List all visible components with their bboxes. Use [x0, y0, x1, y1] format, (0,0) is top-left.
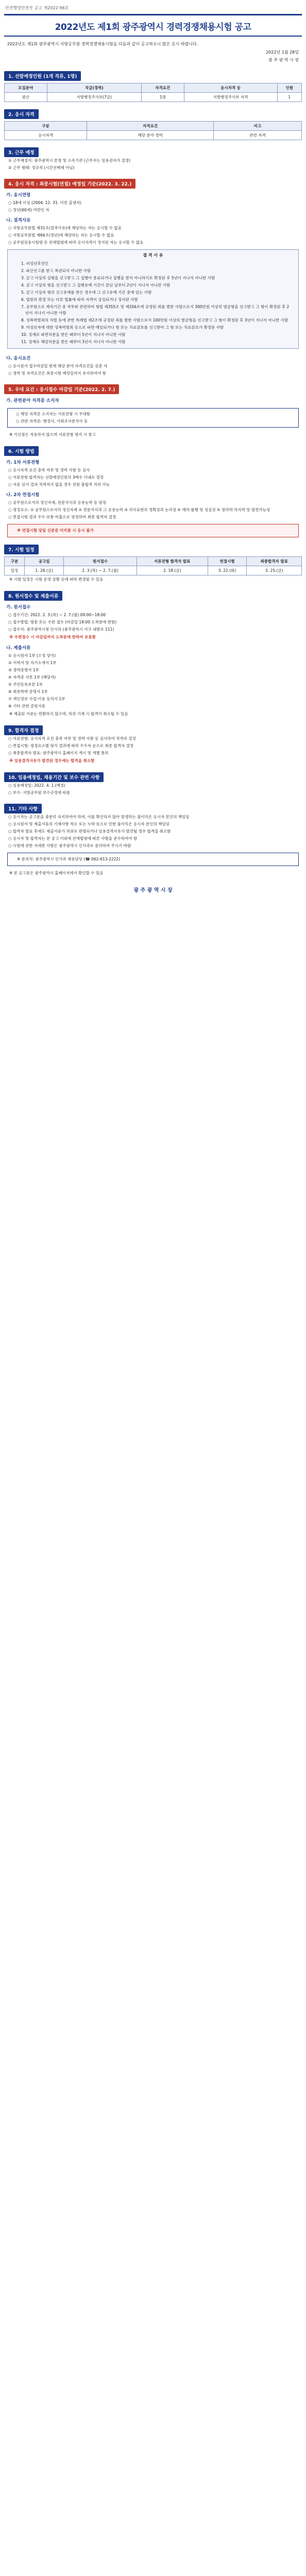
list-item: ○ 접수기간: 2022. 2. 3.(목) ~ 2. 7.(월) 09:00~18:00 [8, 613, 106, 617]
list-item: ○ 서류전형: 응시자격 요건 충족 여부 및 경력 사항 등 심사하여 적격자 결정 [8, 736, 136, 741]
list-item: ① 근무예정지: 광주광역시 본청 및 소속기관 (근무지는 임용권자가 결정) [8, 158, 131, 163]
list-item: ○ 접수처: 광주광역시청 인사과 (광주광역시 서구 내방로 111) [8, 627, 114, 632]
table-cell: 지방행정주사보(7급) [47, 93, 142, 102]
contact-box [7, 853, 299, 866]
section-title: 3. 근무 예정 [4, 147, 39, 157]
list-item: ○ 공무원임용시험령 등 관계법령에 따라 응시자격이 정지된 자는 응시할 수 없음 [8, 240, 144, 245]
list-item: ○ 응시자 및 합격자는 본 공고 이외에 관계법령에 따른 사항을 준수하여야 함 [8, 836, 138, 841]
list-item: ○ 시험에 관한 자세한 사항은 광주광역시 인사과로 문의하여 주시기 바람 [8, 843, 131, 848]
quota-table [4, 83, 302, 102]
list-item: 7. 공무원으로 재직기간 중 직무와 관련하여 형법 제355조 및 제356조에 규정된 죄를 범한 사람으로서 300만원 이상의 벌금형을 선고받고 그 형이 확정된 후 2년이 지나지 아니한 사람 [21, 304, 290, 315]
sub-title: 나. 제출서류 [6, 646, 31, 651]
list-item: ○ 해당 자격증 소지자는 서류전형 시 우대함 [16, 412, 91, 416]
list-item: 4. 금고 이상의 형을 선고받고 그 집행유예 기간이 끝난 날부터 2년이 지나지 아니한 사람 [21, 283, 171, 287]
list-item: ○ 공무원으로서의 정신자세, 전문지식과 응용능력 등 평정 [8, 500, 106, 505]
section-title: 11. 기타 사항 [4, 804, 42, 814]
section-title: 8. 원서접수 및 제출서류 [4, 591, 62, 601]
list-item: ④ 자격증 사본 1부 (해당자) [8, 675, 56, 680]
sub-title: 가. 응시연령 [6, 193, 31, 198]
list-item: ○ 지방공무원법 제66조(정년)에 해당하는 자는 응시할 수 없음 [8, 233, 114, 238]
section-title: 6. 시험 방법 [4, 446, 39, 456]
schedule-table [4, 556, 302, 575]
list-item: ○ 접수방법: 방문 또는 우편 접수 (마감일 18:00 도착분에 한함) [8, 620, 117, 624]
list-item: ○ 면접시험 결과 우수·보통·미흡으로 평정하여 최종 합격자 결정 [8, 515, 116, 519]
title-wrap [4, 14, 302, 37]
section-exam-method [4, 445, 302, 537]
section-application [4, 590, 302, 718]
list-item: ⑤ 주민등록초본 1부 [8, 682, 43, 687]
note-text: ※ 제출된 서류는 반환하지 않으며, 허위 기재 시 합격이 취소될 수 있음 [9, 711, 128, 716]
section-preference [4, 383, 302, 439]
list-item: 11. 징계로 해임처분을 받은 때부터 3년이 지나지 아니한 사람 [21, 340, 126, 344]
intro-text: 2022년도 제1회 광주광역시 지방공무원 경력경쟁채용시험을 다음과 같이 공고하오니 많은 응시 바랍니다. [7, 42, 198, 46]
list-item: ○ 응시원서 및 제출서류의 기재사항 착오 또는 누락 등으로 인한 불이익은 응시자 본인의 책임임 [8, 822, 169, 826]
table-row [5, 93, 302, 102]
list-item: 5. 금고 이상의 형의 선고유예를 받은 경우에 그 선고유예 기간 중에 있는 사람 [21, 290, 152, 295]
table-cell: 응시자격 [5, 131, 87, 140]
note-text: ※ 시험 일정은 시험 운영 상황 등에 따라 변경될 수 있음 [9, 577, 104, 582]
table-cell: 2. 18.(금) [137, 566, 208, 575]
table-header: 구분 [5, 557, 25, 566]
table-header: 구분 [5, 122, 87, 131]
sub-title: 다. 응시요건 [6, 356, 31, 361]
list-item: ② 근무 형태: 정규직 (시간선택제 아님) [8, 165, 75, 170]
notice-page [4, 0, 302, 904]
list-item: 3. 금고 이상의 실형을 선고받고 그 집행이 종료되거나 집행을 받지 아니하기로 확정된 후 5년이 지나지 아니한 사람 [21, 276, 215, 280]
warning-text: ※ 면접시험 당일 신분증 미지참 시 응시 불가 [17, 528, 94, 533]
notice-date: 2022년 1월 28일 [266, 50, 299, 55]
list-item: ○ 응시자격 요건 충족 여부 및 경력 사항 등 심사 [8, 468, 90, 472]
sub-title: 가. 원서접수 [6, 605, 31, 610]
list-item: ○ 임용예정일: 2022. 4. 1.(예정) [8, 783, 65, 788]
list-item: 9. 미성년자에 대한 성폭력범죄 등으로 파면·해임되거나 형 또는 치료감호를 선고받아 그 형 또는 치료감호가 확정된 사람 [21, 325, 224, 330]
section-title: 9. 합격자 결정 [4, 725, 43, 735]
qualification-table [4, 121, 302, 140]
list-item: ○ 서류전형 합격자는 선발예정인원의 3배수 이내로 결정 [8, 475, 104, 480]
table-cell: 3. 25.(금) [247, 566, 302, 575]
warning-box [7, 524, 299, 537]
table-header: 면접시험 [208, 557, 247, 566]
table-cell: 1. 28.(금) [25, 566, 64, 575]
table-header: 최종합격자 발표 [247, 557, 302, 566]
section-appointment [4, 771, 302, 796]
list-item: ○ 면접시험: 평정요소별 평가 결과에 따라 우수자 순으로 최종 합격자 결정 [8, 743, 134, 748]
list-item: ⑦ 개인정보 수집·이용 동의서 1부 [8, 697, 65, 701]
section-qualification [4, 108, 302, 140]
list-item: ③ 경력증명서 1부 [8, 668, 39, 672]
list-item: 1. 피성년후견인 [21, 261, 49, 266]
section-title: 1. 선발예정인원 (1개 직류, 1명) [4, 71, 81, 81]
table-cell: 관련 자격 [214, 131, 302, 140]
table-cell: 2. 3.(목) ~ 2. 7.(월) [64, 566, 137, 575]
list-item: ○ 경력 및 자격요건은 최종시험 예정일까지 유지하여야 함 [8, 371, 106, 376]
footer-signature: 광 주 광 역 시 장 [133, 888, 173, 893]
note-text: ※ 가산점은 적용하지 않으며 서류전형 평가 시 참고 [9, 432, 96, 437]
box-title: 결 격 사 유 [143, 253, 163, 258]
sub-title: 나. 결격사유 [6, 218, 31, 223]
disqualification-box [7, 249, 299, 349]
list-item: ○ 관련 자격증: 행정사, 사회조사분석사 등 [16, 419, 88, 423]
table-row [5, 131, 302, 140]
warning-text: ※ 우편접수 시 마감일까지 도착분에 한하여 유효함 [9, 635, 96, 639]
table-header: 자격요건 [87, 122, 214, 131]
sub-title: 가. 1차 서류전형 [6, 460, 40, 465]
page-title: 2022년도 제1회 광주광역시 경력경쟁채용시험 공고 [55, 22, 251, 32]
section-pass-decision [4, 724, 302, 765]
list-item: ○ 보수: 지방공무원 보수규정에 따름 [8, 790, 71, 795]
contact-text: ※ 문의처: 광주광역시 인사과 채용담당 (☎ 062-613-2222) [17, 857, 121, 861]
section-title: 10. 임용예정일, 채용기간 및 보수 관련 사항 [4, 772, 104, 782]
table-header: 원서접수 [64, 557, 137, 566]
list-item: ⑥ 최종학력 증명서 1부 [8, 689, 48, 694]
section-schedule [4, 544, 302, 584]
table-cell: 지방행정주사보 자격 [184, 93, 277, 102]
list-item: ○ 평정요소: ① 공무원으로서의 정신자세 ② 전문지식과 그 응용능력 ③ 의사표현의 정확성과 논리성 ④ 예의·품행 및 성실성 ⑤ 창의력·의지력 및 발전가능성 [8, 507, 270, 512]
list-item: 8. 성폭력범죄의 처벌 등에 관한 특례법 제2조에 규정된 죄를 범한 사람으로서 100만원 이상의 벌금형을 선고받고 그 형이 확정된 후 3년이 지나지 아니한 사람 [21, 318, 288, 323]
list-item: ② 이력서 및 자기소개서 1부 [8, 660, 57, 665]
table-header: 인원 [277, 83, 301, 93]
table-cell: 해당 분야 경력 [87, 131, 214, 140]
warning-text: ※ 임용결격사유가 발견된 경우에는 합격을 취소함 [9, 758, 95, 763]
table-header: 공고일 [25, 557, 64, 566]
sub-title: 나. 2차 면접시험 [6, 493, 40, 498]
section-etc [4, 803, 302, 877]
list-item: ○ 지방공무원법 제31조(결격사유)에 해당하는 자는 응시할 수 없음 [8, 226, 122, 230]
table-cell: 일정 [5, 566, 25, 575]
list-item: ⑧ 기타 관련 증빙서류 [8, 704, 45, 708]
list-item: ○ 최종합격자 발표: 광주광역시 홈페이지 게시 및 개별 통보 [8, 751, 109, 755]
table-cell: 1명 [142, 93, 184, 102]
section-title: 2. 응시 자격 [4, 109, 39, 119]
table-header: 자격요건 [142, 83, 184, 93]
notice-signature: 광 주 광 역 시 장 [268, 58, 299, 62]
section-quota [4, 70, 302, 102]
list-item: ○ 응시원서 접수마감일 현재 해당 분야 자격요건을 갖춘 자 [8, 364, 108, 368]
section-title: 5. 우대 요건 : 응시접수 마감일 기준(2022. 2. 7.) [4, 384, 119, 394]
list-item: ○ 정년(60세) 미만인 자 [8, 208, 49, 212]
table-cell: 1 [277, 93, 301, 102]
section-eligibility [4, 178, 302, 377]
note-text: ※ 본 공고문은 광주광역시 홈페이지에서 확인할 수 있음 [9, 871, 104, 875]
list-item: ○ 18세 이상 (2004. 12. 31. 이전 출생자) [8, 200, 81, 205]
table-header: 서류전형 합격자 발표 [137, 557, 208, 566]
list-item: ○ 서류 심사 결과 적격자가 없을 경우 전원 불합격 처리 가능 [8, 482, 110, 487]
table-header: 직급(경력) [47, 83, 142, 93]
list-item: ○ 응시자는 공고문을 충분히 숙지하여야 하며, 이를 확인하지 않아 발생하는 불이익은 응시자 본인의 책임임 [8, 815, 190, 819]
section-title: 4. 응시 자격 : 최종시험(면접) 예정일 기준(2022. 3. 22.) [4, 179, 135, 189]
section-title: 7. 시험 일정 [4, 545, 39, 554]
notice-number: 안전행정안전부 공고 제2022-96호 [5, 6, 69, 10]
table-cell: 3. 22.(화) [208, 566, 247, 575]
table-row [5, 566, 302, 575]
list-item: 10. 징계로 파면처분을 받은 때부터 5년이 지나지 아니한 사람 [21, 332, 126, 337]
preference-box [7, 408, 299, 428]
list-item: ① 응시원서 1부 (소정 양식) [8, 653, 56, 658]
list-item: 2. 파산선고를 받고 복권되지 아니한 사람 [21, 268, 91, 273]
table-header: 모집분야 [5, 83, 47, 93]
sub-title: 가. 관련분야 자격증 소지자 [6, 398, 59, 403]
table-header: 응시자격 등 [184, 83, 277, 93]
list-item: ○ 합격자 발표 후에도 제출서류가 허위로 판명되거나 임용결격사유가 발견될 경우 합격을 취소함 [8, 829, 171, 834]
table-header: 비고 [214, 122, 302, 131]
section-workplace [4, 146, 302, 172]
table-cell: 광산 [5, 93, 47, 102]
list-item: 6. 법원의 판결 또는 다른 법률에 따라 자격이 상실되거나 정지된 사람 [21, 297, 138, 302]
